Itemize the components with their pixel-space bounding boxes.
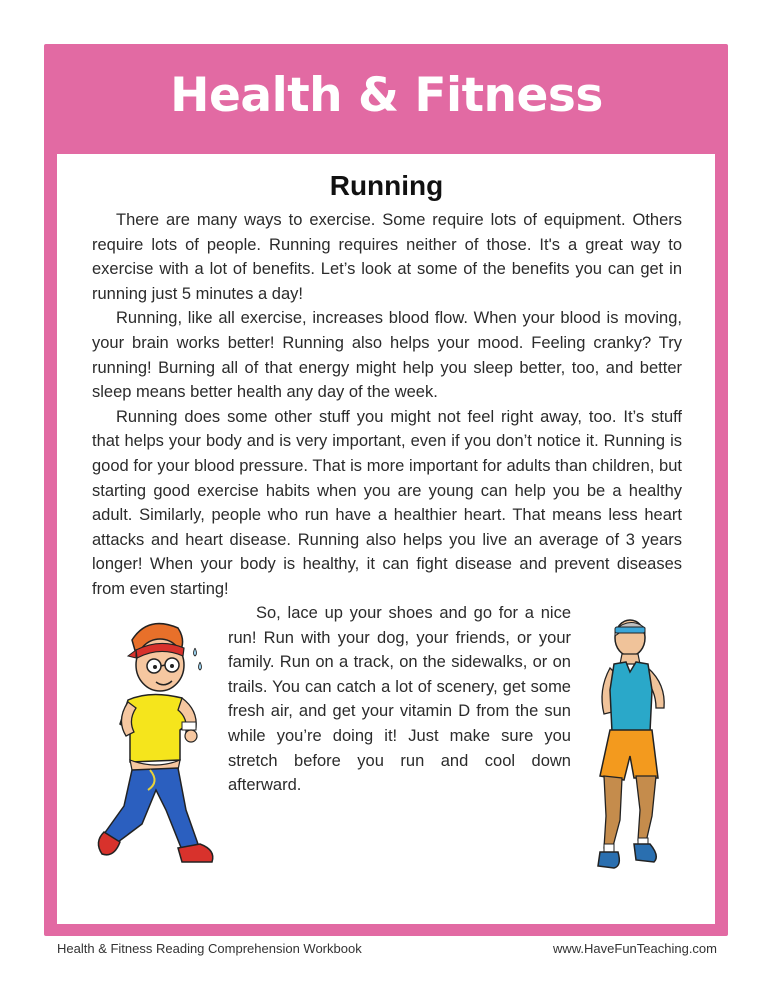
story-paragraph: Running, like all exercise, increases blood flow. When your blood is moving, your brain works better! Running also helps your mood. Feeling cranky? Try running! Burning all of that energy might help you sleep better, too, and better sleep means better health any day of the week.	[92, 309, 682, 402]
boy-runner-illustration	[90, 610, 220, 880]
footer-workbook-title: Health & Fitness Reading Comprehension Workbook	[57, 941, 362, 956]
man-runner-illustration	[582, 610, 692, 885]
story-body	[92, 208, 682, 602]
story-paragraph: Running does some other stuff you might not feel right away, too. It’s stuff that helps your body and is very important, even if you don’t notice it. Running is good for your blood pressure. That is more important for adults than children, but starting good exercise habits when you are young can help you be a healthy adult. Similarly, people who run have a healthier heart. That means less heart attacks and heart disease. Running also helps you live an average of 3 years longer! When your body is healthy, it can fight disease and prevent diseases from even starting!	[92, 407, 682, 598]
closing-paragraph: So, lace up your shoes and go for a nice run! Run with your dog, your friends, or your family. Run on a track, on the sidewalks, or on trails. You can catch a lot of scenery, get some fresh air, and get your vitamin D from the sun while you’re doing it! Just make sure you stretch before you run and cool down afterward.	[228, 604, 571, 795]
story-title: Running	[329, 170, 444, 201]
story-paragraph: There are many ways to exercise. Some require lots of equipment. Others require lots of people. Running requires neither of those. It's a great way to exercise with a lot of benefits. Let’s look at some of the benefits you can get in running just 5 minutes a day!	[92, 211, 682, 303]
footer-website[interactable]: www.HaveFunTeaching.com	[552, 941, 717, 956]
page-title: Health & Fitness	[170, 68, 603, 123]
